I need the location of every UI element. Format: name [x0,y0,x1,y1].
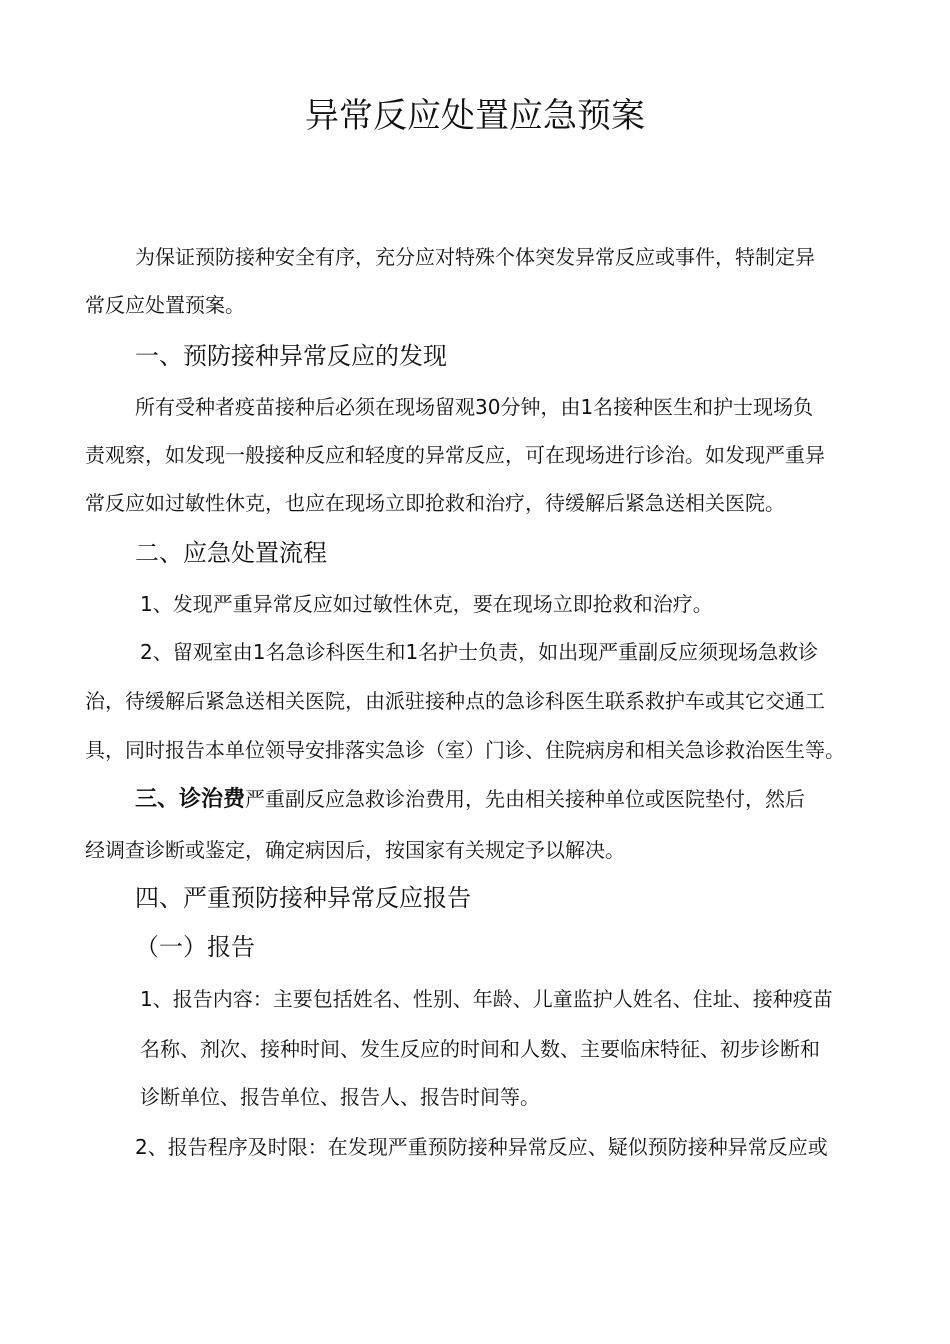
section1-heading: 一、预防接种异常反应的发现 [135,342,447,370]
section4-item2-line-1: 2、报告程序及时限：在发现严重预防接种异常反应、疑似预防接种异常反应或 [135,1135,828,1159]
section3-text: 严重副反应急救诊治费用，先由相关接种单位或医院垫付，然后 [245,787,806,811]
section2-heading: 二、应急处置流程 [135,539,327,567]
section2-item2-line-1: 2、留观室由1名急诊科医生和1名护士负责，如出现严重副反应须现场急救诊 [140,640,819,664]
section1-line-1: 所有受种者疫苗接种后必须在现场留观30分钟，由1名接种医生和护士现场负 [135,395,814,419]
section1-line-3: 常反应如过敏性休克，也应在现场立即抢救和治疗，待缓解后紧急送相关医院。 [85,491,785,515]
section4-heading: 四、严重预防接种异常反应报告 [135,884,471,912]
section4-item1-line-2: 名称、剂次、接种时间、发生反应的时间和人数、主要临床特征、初步诊断和 [140,1037,820,1061]
section1-line-2: 责观察，如发现一般接种反应和轻度的异常反应，可在现场进行诊治。如发现严重异 [85,443,825,467]
section4-item1-line-3: 诊断单位、报告单位、报告人、报告时间等。 [140,1085,540,1109]
section2-item2-line-3: 具，同时报告本单位领导安排落实急诊（室）门诊、住院病房和相关急诊救治医生等。 [85,738,845,762]
document-title: 异常反应处置应急预案 [305,96,645,136]
section3-paragraph [135,786,805,814]
section4-subheading: （一）报告 [135,933,255,961]
section2-item2-line-2: 治，待缓解后紧急送相关医院，由派驻接种点的急诊科医生联系救护车或其它交通工 [85,689,825,713]
section2-item1: 1、发现严重异常反应如过敏性休克，要在现场立即抢救和治疗。 [140,592,713,616]
intro-line-2: 常反应处置预案。 [85,293,245,317]
section4-item1-line-1: 1、报告内容：主要包括姓名、性别、年龄、儿童监护人姓名、住址、接种疫苗 [140,987,833,1011]
section3-line-2: 经调查诊断或鉴定，确定病因后，按国家有关规定予以解决。 [85,838,625,862]
intro-line-1: 为保证预防接种安全有序，充分应对特殊个体突发异常反应或事件，特制定异 [135,245,815,269]
section3-heading: 三、诊治费 [135,787,246,812]
